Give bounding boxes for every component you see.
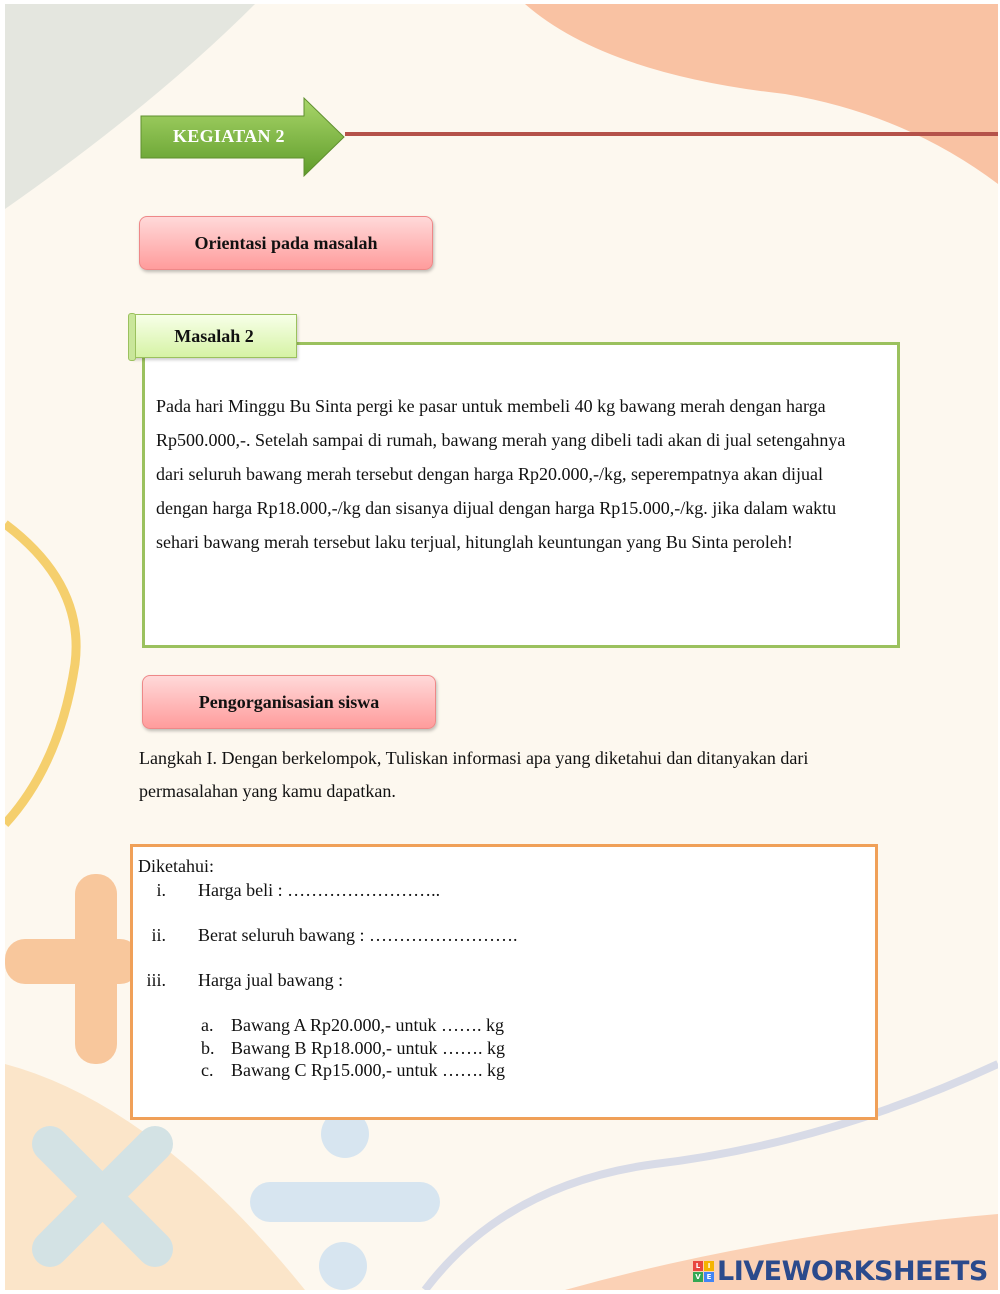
orientasi-heading: Orientasi pada masalah (139, 216, 433, 270)
bawang-b-field[interactable]: Bawang B Rp18.000,- untuk ……. kg (231, 1038, 505, 1058)
bawang-c-field[interactable]: Bawang C Rp15.000,- untuk ……. kg (231, 1060, 505, 1080)
berat-bawang-field[interactable]: Berat seluruh bawang : ……………………. (198, 925, 518, 945)
logo-letter: V (693, 1272, 703, 1282)
item-number: i. (156, 880, 166, 900)
worksheet-page (5, 4, 998, 1290)
item-number: iii. (146, 970, 166, 990)
logo-grid-icon (693, 1261, 714, 1282)
bawang-a-field[interactable]: Bawang A Rp20.000,- untuk ……. kg (231, 1015, 504, 1035)
item-number: ii. (151, 925, 166, 945)
masalah-tab: Masalah 2 (131, 314, 297, 358)
harga-jual-label: Harga jual bawang : (198, 970, 344, 990)
langkah-instruction: Langkah I. Dengan berkelompok, Tuliskan informasi apa yang diketahui dan ditanyakan dari permasalahan yang kamu dapatkan. (139, 748, 809, 801)
harga-beli-field[interactable]: Harga beli : …………………….. (198, 880, 441, 900)
sub-item-letter: b. (201, 1038, 215, 1058)
pengorganisasian-heading: Pengorganisasian siswa (142, 675, 436, 729)
liveworksheets-logo (693, 1256, 988, 1286)
masalah-text: Pada hari Minggu Bu Sinta pergi ke pasar untuk membeli 40 kg bawang merah dengan harga Rp500.000,-. Setelah sampai di rumah, bawang merah yang dibeli tadi akan di jual setengahnya dari seluruh bawang merah tersebut dengan harga Rp20.000,-/kg, seperempatnya akan dijual dengan harga Rp18.000,-/kg dan sisanya dijual dengan harga Rp15.000,-/kg. jika dalam waktu sehari bawang merah tersebut laku terjual, hitunglah keuntungan yang Bu Sinta peroleh! (156, 396, 846, 552)
sub-item-letter: a. (201, 1015, 214, 1035)
kegiatan-label: KEGIATAN 2 (173, 126, 285, 146)
sub-item-letter: c. (201, 1060, 214, 1080)
logo-text: LIVEWORKSHEETS (717, 1255, 988, 1287)
logo-letter: I (704, 1261, 714, 1271)
logo-letter: E (704, 1272, 714, 1282)
logo-letter: L (693, 1261, 703, 1271)
diketahui-title: Diketahui: (138, 856, 214, 876)
